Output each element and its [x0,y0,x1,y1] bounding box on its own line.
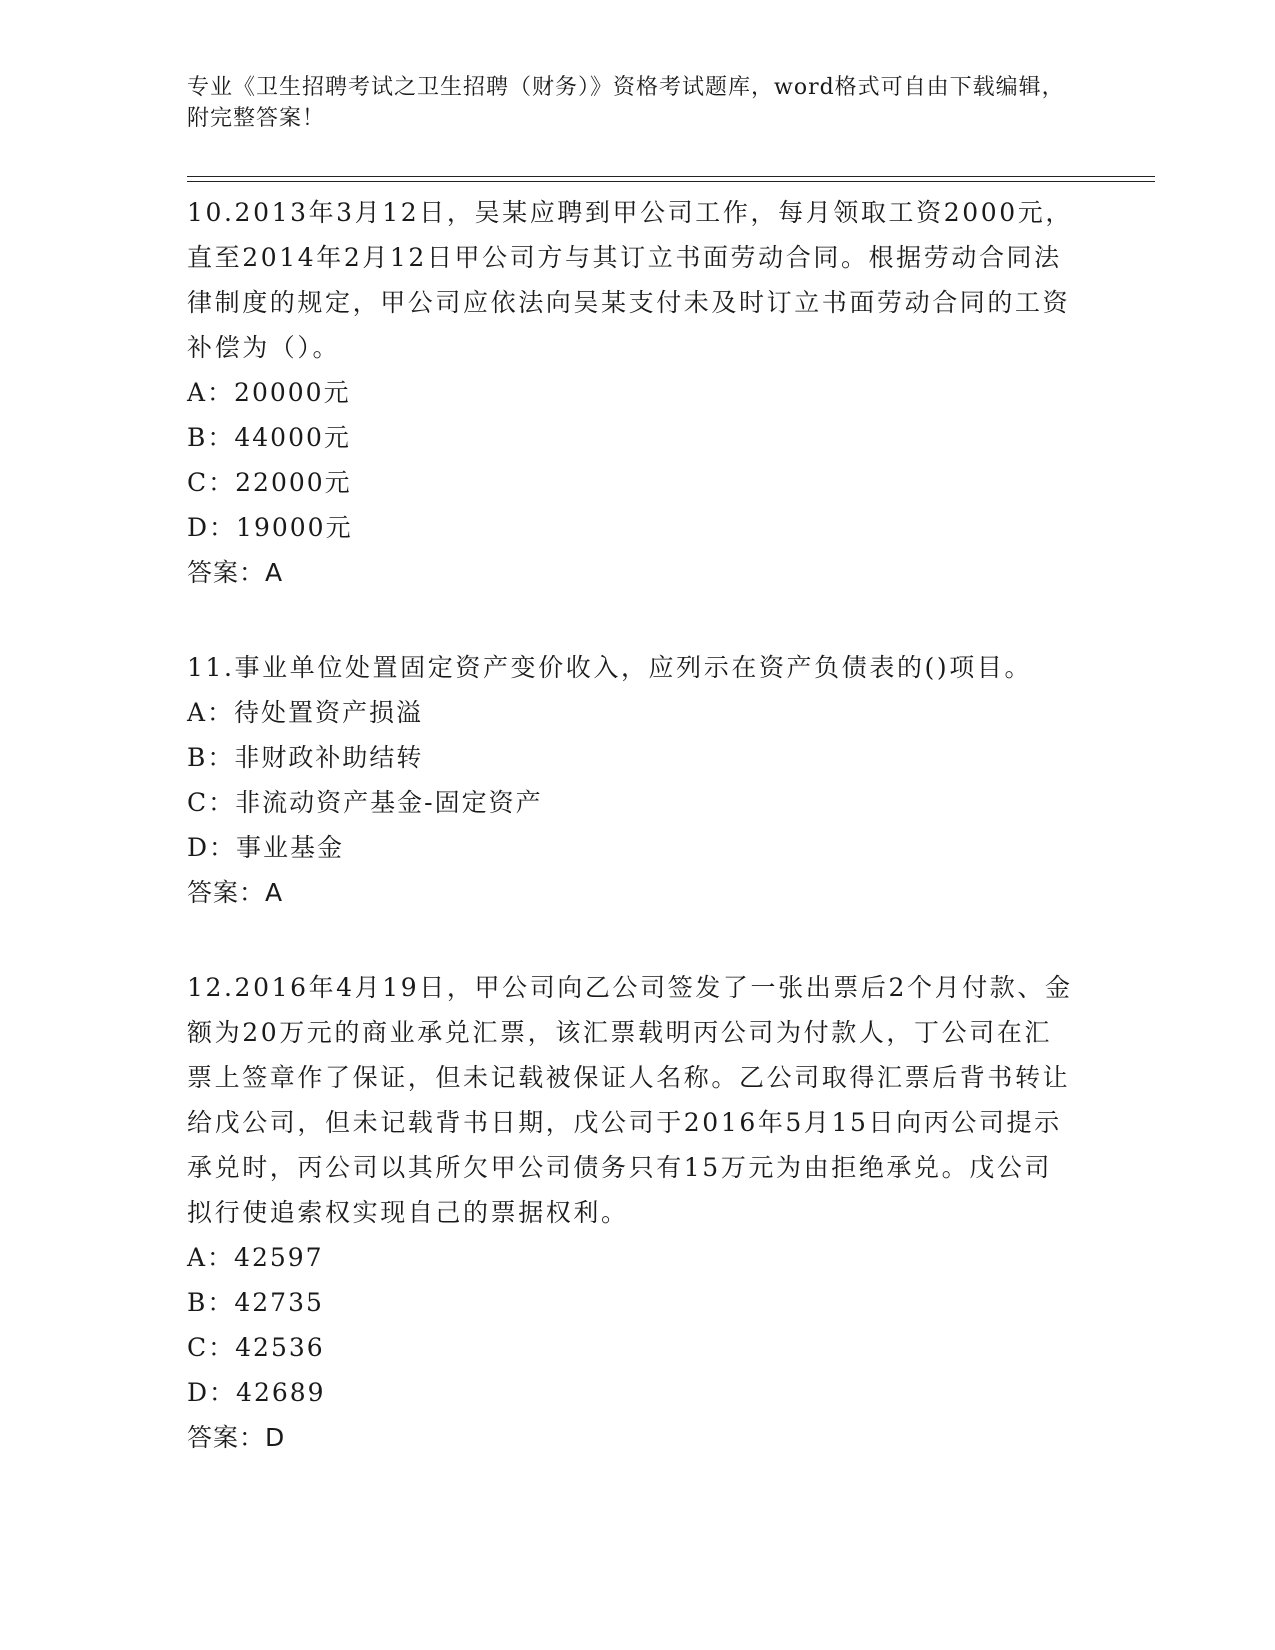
option-d: D：19000元 [187,513,353,542]
option-d: D：42689 [187,1378,326,1407]
option-a: A：20000元 [187,378,351,407]
option-b: B：非财政补助结转 [187,743,424,772]
option-d: D：事业基金 [187,833,345,862]
answer-label: 答案：D [187,1423,286,1452]
option-b: B：44000元 [187,423,351,452]
option-a: A：待处置资产损溢 [187,698,424,727]
header-divider-bottom [187,181,1155,182]
question-stem: 10.2013年3月12日，吴某应聘到甲公司工作，每月领取工资2000元，直至2014年2月12日甲公司方与其订立书面劳动合同。根据劳动合同法律制度的规定，甲公司应依法向吴某支付未及时订立书面劳动合同的工资补偿为（）。 [187,198,1073,362]
header-divider-top [187,176,1155,177]
answer-label: 答案：A [187,878,284,907]
option-c: C：22000元 [187,468,352,497]
document-header: 专业《卫生招聘考试之卫生招聘（财务）》资格考试题库，word格式可自由下载编辑，附完整答案！ [187,75,1065,131]
answer-label: 答案：A [187,558,284,587]
question-stem: 11.事业单位处置固定资产变价收入，应列示在资产负债表的()项目。 [187,653,1033,682]
question-10 [187,190,1087,595]
question-stem: 12.2016年4月19日，甲公司向乙公司签发了一张出票后2个月付款、金额为20万元的商业承兑汇票，该汇票载明丙公司为付款人，丁公司在汇票上签章作了保证，但未记载被保证人名称。乙公司取得汇票后背书转让给戊公司，但未记载背书日期，戊公司于2016年5月15日向丙公司提示承兑时，丙公司以其所欠甲公司债务只有15万元为由拒绝承兑。戊公司拟行使追索权实现自己的票据权利。 [187,973,1073,1227]
option-c: C：42536 [187,1333,325,1362]
option-a: A：42597 [187,1243,324,1272]
option-b: B：42735 [187,1288,324,1317]
question-11 [187,645,1087,915]
option-c: C：非流动资产基金-固定资产 [187,788,543,817]
question-12 [187,965,1087,1460]
